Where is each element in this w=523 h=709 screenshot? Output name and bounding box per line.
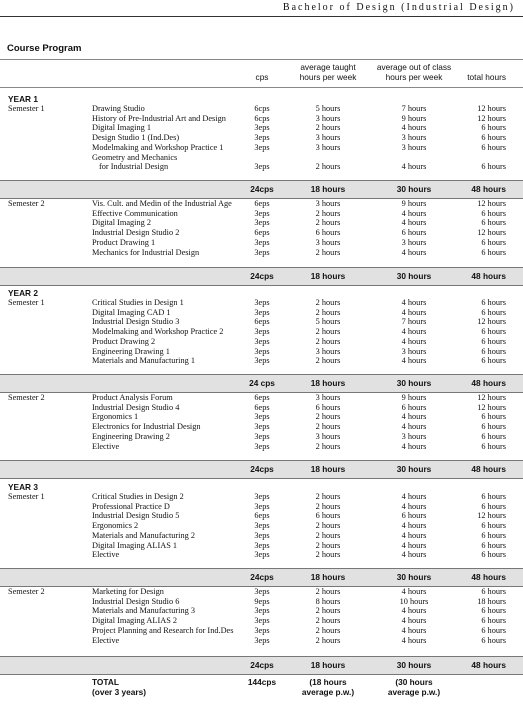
course-cps: 3eps [254, 431, 270, 441]
course-taught-hours: 2 hours [315, 540, 341, 550]
semester-total-band [0, 568, 523, 587]
course-total-hours: 6 hours [481, 422, 506, 432]
course-taught-hours: 2 hours [315, 247, 341, 257]
course-name: Digital Imaging CAD 1 [92, 307, 171, 317]
course-total-hours: 6 hours [481, 625, 506, 635]
course-name: History of Pre-Industrial Art and Design [92, 113, 226, 123]
semester-total-cps: 24cps [250, 271, 274, 281]
semester-total-taught: 18 hours [310, 184, 346, 194]
course-name: Industrial Design Studio 5 [92, 511, 180, 521]
year-heading: YEAR 1 [8, 94, 38, 104]
course-name: Modelmaking and Workshop Practice 1 [92, 142, 224, 152]
course-out-of-class-hours: 6 hours [401, 511, 427, 521]
semester-label: Semester 1 [8, 492, 45, 501]
course-out-of-class-hours: 3 hours [401, 142, 427, 152]
course-cps: 6cps [254, 104, 270, 113]
course-taught-hours: 2 hours [315, 336, 341, 346]
course-out-of-class-hours: 9 hours [401, 199, 427, 208]
col-header-out-of-class: hours per week [385, 72, 443, 82]
course-name: Industrial Design Studio 6 [92, 596, 180, 606]
header-bottom-rule [0, 87, 523, 88]
course-cps: 3eps [254, 298, 270, 307]
course-name: Digital Imaging 2 [92, 218, 151, 228]
course-out-of-class-hours: 4 hours [401, 550, 427, 560]
grand-total-taught: (18 hours [309, 677, 347, 687]
course-taught-hours: 3 hours [315, 393, 341, 402]
course-out-of-class-hours: 4 hours [401, 492, 427, 501]
course-name: Digital Imaging ALIAS 2 [92, 616, 178, 626]
course-out-of-class-hours: 4 hours [401, 162, 427, 172]
course-total-hours: 6 hours [481, 441, 506, 451]
course-cps: 3eps [254, 208, 270, 218]
course-taught-hours: 2 hours [315, 492, 341, 501]
course-total-hours: 6 hours [481, 237, 506, 247]
course-taught-hours: 8 hours [315, 596, 341, 606]
course-cps: 3eps [254, 133, 270, 143]
course-total-hours: 6 hours [481, 540, 506, 550]
course-taught-hours: 6 hours [315, 402, 341, 412]
semester-total-cps: 24cps [250, 660, 274, 670]
course-total-hours: 6 hours [481, 550, 506, 560]
course-cps: 3eps [254, 218, 270, 228]
course-total-hours: 12 hours [477, 393, 506, 402]
course-total-hours: 6 hours [481, 501, 506, 511]
course-name: Mechanics for Industrial Design [92, 247, 200, 257]
course-out-of-class-hours: 4 hours [401, 123, 427, 133]
course-total-hours: 12 hours [477, 199, 506, 208]
course-cps: 3eps [254, 587, 270, 596]
course-cps: 3eps [254, 162, 270, 172]
course-out-of-class-hours: 4 hours [401, 616, 427, 626]
course-out-of-class-hours: 4 hours [401, 356, 427, 366]
semester-total-taught: 18 hours [310, 271, 346, 281]
course-name: Engineering Drawing 1 [92, 346, 170, 356]
semester-total-out-of-class: 30 hours [396, 378, 432, 388]
course-out-of-class-hours: 4 hours [401, 208, 427, 218]
course-cps: 3eps [254, 237, 270, 247]
semester-label: Semester 1 [8, 298, 45, 307]
course-total-hours: 6 hours [481, 492, 506, 501]
course-name: for Industrial Design [99, 162, 169, 172]
course-total-hours: 6 hours [481, 336, 506, 346]
course-name: Vis. Cult. and Medin of the Industrial Age [92, 199, 232, 208]
course-cps: 3eps [254, 356, 270, 366]
course-total-hours: 12 hours [477, 113, 506, 123]
course-taught-hours: 2 hours [315, 208, 341, 218]
course-total-hours: 6 hours [481, 635, 506, 645]
course-total-hours: 6 hours [481, 356, 506, 366]
col-header-taught: average taught [300, 62, 356, 72]
course-name: Professional Practice D [92, 501, 170, 511]
semester-total-band [0, 374, 523, 393]
course-cps: 6eps [254, 511, 270, 521]
semester-total-out-of-class: 30 hours [396, 271, 432, 281]
course-name: Geometry and Mechanics [92, 152, 178, 162]
course-total-hours: 12 hours [477, 511, 506, 521]
course-out-of-class-hours: 7 hours [401, 104, 427, 113]
course-total-hours: 6 hours [481, 431, 506, 441]
course-total-hours: 6 hours [481, 530, 506, 540]
course-taught-hours: 2 hours [315, 412, 341, 422]
semester-label: Semester 2 [8, 393, 45, 402]
semester-total-band [0, 180, 523, 199]
semester-total-out-of-class: 30 hours [396, 572, 432, 582]
course-total-hours: 12 hours [477, 104, 506, 113]
course-taught-hours: 5 hours [315, 317, 341, 327]
semester-total-out-of-class: 30 hours [396, 184, 432, 194]
year-heading: YEAR 2 [8, 288, 38, 298]
course-taught-hours: 2 hours [315, 635, 341, 645]
course-cps: 3eps [254, 142, 270, 152]
semester-total-out-of-class: 30 hours [396, 660, 432, 670]
semester-total-hours: 48 hours [471, 271, 506, 281]
course-name: Marketing for Design [92, 587, 164, 596]
table-top-rule [0, 59, 523, 60]
course-taught-hours: 2 hours [315, 162, 341, 172]
course-cps: 3eps [254, 123, 270, 133]
semester-total-taught: 18 hours [310, 378, 346, 388]
course-taught-hours: 2 hours [315, 327, 341, 337]
course-cps: 9eps [254, 596, 270, 606]
course-name: Drawing Studio [92, 104, 145, 113]
course-name: Project Planning and Research for Ind.Des [92, 625, 234, 635]
col-header-taught: hours per week [299, 72, 357, 82]
year-heading: YEAR 3 [8, 482, 38, 492]
course-cps: 6eps [254, 317, 270, 327]
semester-total-hours: 48 hours [471, 660, 506, 670]
col-header-out-of-class: average out of class [376, 62, 452, 72]
course-name: Digital Imaging 1 [92, 123, 151, 133]
course-name: Engineering Drawing 2 [92, 431, 170, 441]
course-cps: 3eps [254, 247, 270, 257]
course-total-hours: 6 hours [481, 616, 506, 626]
course-cps: 3eps [254, 336, 270, 346]
course-taught-hours: 2 hours [315, 625, 341, 635]
course-cps: 6cps [254, 113, 270, 123]
course-out-of-class-hours: 4 hours [401, 298, 427, 307]
course-cps: 3eps [254, 346, 270, 356]
course-cps: 3eps [254, 422, 270, 432]
course-taught-hours: 2 hours [315, 530, 341, 540]
course-taught-hours: 2 hours [315, 422, 341, 432]
program-title: Course Program [7, 43, 82, 54]
course-out-of-class-hours: 4 hours [401, 218, 427, 228]
course-taught-hours: 3 hours [315, 142, 341, 152]
semester-total-hours: 48 hours [471, 184, 506, 194]
course-total-hours: 6 hours [481, 298, 506, 307]
course-out-of-class-hours: 4 hours [401, 422, 427, 432]
course-out-of-class-hours: 7 hours [401, 317, 427, 327]
col-header-total: total hours [467, 72, 506, 82]
semester-total-hours: 48 hours [471, 378, 506, 388]
course-out-of-class-hours: 6 hours [401, 402, 427, 412]
semester-total-band [0, 267, 523, 286]
course-cps: 3eps [254, 492, 270, 501]
course-out-of-class-hours: 6 hours [401, 228, 427, 238]
course-cps: 3eps [254, 521, 270, 531]
course-taught-hours: 2 hours [315, 123, 341, 133]
course-taught-hours: 3 hours [315, 133, 341, 143]
course-out-of-class-hours: 3 hours [401, 133, 427, 143]
course-out-of-class-hours: 4 hours [401, 540, 427, 550]
course-name: Product Analysis Forum [92, 393, 173, 402]
grand-total-taught: average p.w.) [301, 687, 355, 697]
grand-total-cps: 144cps [247, 677, 277, 687]
course-total-hours: 6 hours [481, 606, 506, 616]
course-out-of-class-hours: 10 hours [399, 596, 429, 606]
course-taught-hours: 3 hours [315, 237, 341, 247]
course-cps: 3eps [254, 606, 270, 616]
course-cps: 6eps [254, 393, 270, 402]
semester-total-cps: 24cps [250, 184, 274, 194]
course-total-hours: 12 hours [477, 402, 506, 412]
course-name: Industrial Design Studio 3 [92, 317, 180, 327]
course-cps: 3eps [254, 635, 270, 645]
course-taught-hours: 2 hours [315, 501, 341, 511]
course-total-hours: 6 hours [481, 327, 506, 337]
course-cps: 3eps [254, 327, 270, 337]
course-taught-hours: 3 hours [315, 431, 341, 441]
semester-total-taught: 18 hours [310, 572, 346, 582]
course-name: Materials and Manufacturing 1 [92, 356, 195, 366]
col-header-cps: cps [255, 72, 269, 82]
course-taught-hours: 3 hours [315, 113, 341, 123]
course-cps: 3eps [254, 441, 270, 451]
course-taught-hours: 5 hours [315, 104, 341, 113]
semester-total-taught: 18 hours [310, 660, 346, 670]
document-title: Bachelor of Design (Industrial Design) [282, 2, 515, 13]
grand-total-out-of-class: (30 hours [395, 677, 433, 687]
course-total-hours: 6 hours [481, 218, 506, 228]
course-total-hours: 12 hours [477, 317, 506, 327]
course-taught-hours: 2 hours [315, 606, 341, 616]
semester-total-cps: 24cps [250, 464, 274, 474]
course-taught-hours: 6 hours [315, 511, 341, 521]
course-total-hours: 6 hours [481, 162, 506, 172]
grand-total-label: TOTAL [92, 677, 119, 687]
course-cps: 3eps [254, 540, 270, 550]
course-total-hours: 6 hours [481, 521, 506, 531]
course-out-of-class-hours: 4 hours [401, 635, 427, 645]
course-name: Industrial Design Studio 4 [92, 402, 180, 412]
course-name: Electronics for Industrial Design [92, 422, 201, 432]
semester-total-taught: 18 hours [310, 464, 346, 474]
course-total-hours: 12 hours [477, 228, 506, 238]
course-total-hours: 6 hours [481, 247, 506, 257]
course-total-hours: 6 hours [481, 307, 506, 317]
course-total-hours: 6 hours [481, 208, 506, 218]
course-total-hours: 6 hours [481, 412, 506, 422]
grand-total-out-of-class: average p.w.) [387, 687, 441, 697]
course-name: Digital Imaging ALIAS 1 [92, 540, 178, 550]
course-out-of-class-hours: 3 hours [401, 346, 427, 356]
course-name: Materials and Manufacturing 2 [92, 530, 195, 540]
semester-label: Semester 2 [8, 587, 45, 596]
semester-label: Semester 2 [8, 199, 45, 208]
course-taught-hours: 2 hours [315, 616, 341, 626]
course-total-hours: 6 hours [481, 587, 506, 596]
course-out-of-class-hours: 3 hours [401, 431, 427, 441]
course-total-hours: 6 hours [481, 123, 506, 133]
course-taught-hours: 2 hours [315, 307, 341, 317]
course-out-of-class-hours: 9 hours [401, 113, 427, 123]
course-name: Elective [92, 635, 120, 645]
semester-total-cps: 24 cps [249, 378, 275, 388]
course-cps: 6eps [254, 402, 270, 412]
course-taught-hours: 2 hours [315, 521, 341, 531]
semester-total-band [0, 656, 523, 675]
course-cps: 3eps [254, 501, 270, 511]
semester-total-hours: 48 hours [471, 572, 506, 582]
course-name: Effective Communication [92, 208, 178, 218]
course-out-of-class-hours: 4 hours [401, 521, 427, 531]
course-taught-hours: 2 hours [315, 441, 341, 451]
course-cps: 3eps [254, 307, 270, 317]
course-out-of-class-hours: 4 hours [401, 307, 427, 317]
course-out-of-class-hours: 4 hours [401, 336, 427, 346]
course-taught-hours: 2 hours [315, 218, 341, 228]
grand-total-sub: (over 3 years) [92, 687, 146, 697]
course-taught-hours: 2 hours [315, 356, 341, 366]
course-out-of-class-hours: 9 hours [401, 393, 427, 402]
course-cps: 3eps [254, 412, 270, 422]
course-total-hours: 6 hours [481, 346, 506, 356]
semester-total-out-of-class: 30 hours [396, 464, 432, 474]
course-total-hours: 6 hours [481, 142, 506, 152]
course-out-of-class-hours: 3 hours [401, 237, 427, 247]
semester-total-hours: 48 hours [471, 464, 506, 474]
course-total-hours: 6 hours [481, 133, 506, 143]
course-out-of-class-hours: 4 hours [401, 501, 427, 511]
course-cps: 3eps [254, 530, 270, 540]
course-name: Elective [92, 550, 120, 560]
course-cps: 3eps [254, 550, 270, 560]
course-total-hours: 18 hours [477, 596, 506, 606]
course-cps: 6eps [254, 199, 270, 208]
semester-label: Semester 1 [8, 104, 45, 113]
course-name: Materials and Manufacturing 3 [92, 606, 195, 616]
course-taught-hours: 6 hours [315, 228, 341, 238]
course-name: Product Drawing 1 [92, 237, 156, 247]
course-name: Critical Studies in Design 1 [92, 298, 184, 307]
course-cps: 3eps [254, 625, 270, 635]
course-name: Critical Studies in Design 2 [92, 492, 184, 501]
course-name: Modelmaking and Workshop Practice 2 [92, 327, 224, 337]
course-taught-hours: 2 hours [315, 587, 341, 596]
semester-total-cps: 24cps [250, 572, 274, 582]
course-out-of-class-hours: 4 hours [401, 441, 427, 451]
course-out-of-class-hours: 4 hours [401, 606, 427, 616]
course-name: Design Studio 1 (Ind.Des) [92, 133, 180, 143]
course-cps: 3eps [254, 616, 270, 626]
course-name: Ergonomics 2 [92, 521, 139, 531]
course-out-of-class-hours: 4 hours [401, 247, 427, 257]
course-name: Industrial Design Studio 2 [92, 228, 180, 238]
course-out-of-class-hours: 4 hours [401, 412, 427, 422]
course-taught-hours: 3 hours [315, 346, 341, 356]
course-cps: 6eps [254, 228, 270, 238]
course-taught-hours: 2 hours [315, 550, 341, 560]
header-rule [0, 16, 523, 17]
course-name: Product Drawing 2 [92, 336, 156, 346]
course-name: Ergonomics 1 [92, 412, 139, 422]
course-taught-hours: 2 hours [315, 298, 341, 307]
course-out-of-class-hours: 4 hours [401, 625, 427, 635]
semester-total-band [0, 460, 523, 479]
course-out-of-class-hours: 4 hours [401, 587, 427, 596]
course-taught-hours: 3 hours [315, 199, 341, 208]
course-out-of-class-hours: 4 hours [401, 327, 427, 337]
course-out-of-class-hours: 4 hours [401, 530, 427, 540]
course-name: Elective [92, 441, 120, 451]
